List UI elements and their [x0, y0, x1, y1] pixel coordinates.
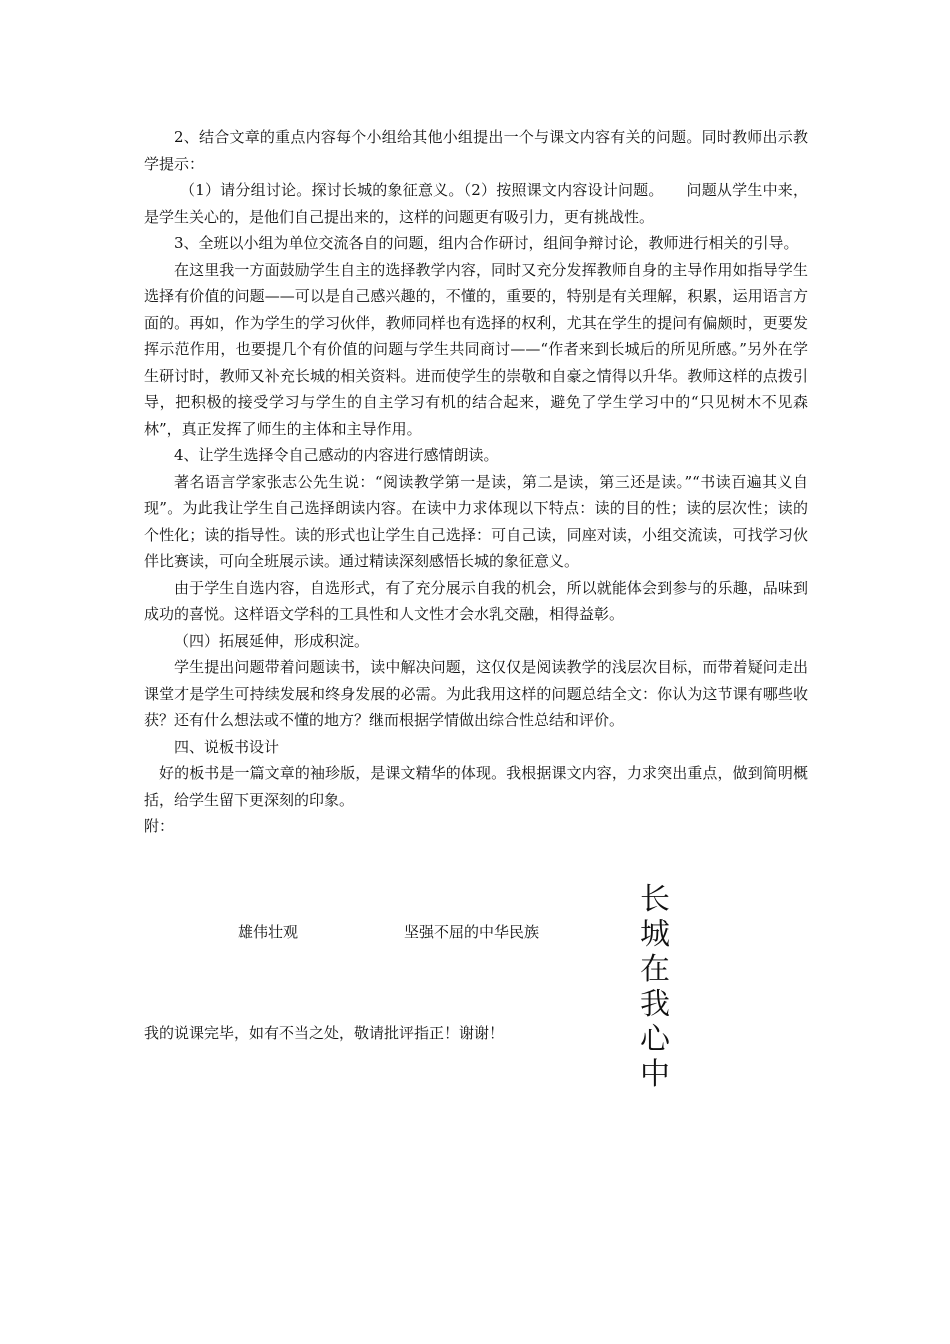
closing-remark: 我的说课完毕，如有不当之处，敬请批评指正！谢谢！: [144, 1024, 505, 1042]
body-text: [144, 124, 808, 840]
paragraph-self-selection: 由于学生自选内容，自选形式，有了充分展示自我的机会，所以就能体会到参与的乐趣，品味到成功的喜悦。这样语文学科的工具性和人文性才会水乳交融，相得益彰。: [144, 578, 808, 623]
paragraph-step-4: 4、让学生选择令自己感动的内容进行感情朗读。: [174, 446, 499, 464]
board-phrase-left: 雄伟壮观: [238, 923, 299, 941]
section-heading-extension: （四）拓展延伸，形成积淀。: [174, 631, 370, 650]
section-heading-board-design: 四、说板书设计: [174, 737, 280, 756]
paragraph-step-2: 2、结合文章的重点内容每个小组给其他小组提出一个与课文内容有关的问题。同时教师出示教学提示：: [144, 128, 808, 173]
paragraph-reading-quote: 著名语言学家张志公先生说：“阅读教学第一是读，第二是读，第三还是读。”“书读百遍其义自现”。为此我让学生自己选择朗读内容。在读中力求体现以下特点：读的目的性；读的层次性；读的个性化；读的指导性。读的形式也让学生自己选择：可自己读，同座对读，小组交流读，可找学习伙伴比赛读，可向全班展示读。通过精读深刻感悟长城的象征意义。: [144, 472, 808, 570]
paragraph-teacher-guidance: 在这里我一方面鼓励学生自主的选择教学内容，同时又充分发挥教师自身的主导作用如指导学生选择有价值的问题——可以是自己感兴趣的，不懂的，重要的，特别是有关理解，积累，运用语言方面的。再如，作为学生的学习伙伴，教师同样也有选择的权利，尤其在学生的提问有偏颇时，更要发挥示范作用，也要提几个有价值的问题与学生共同商讨——“作者来到长城后的所见所感。”另外在学生研讨时，教师又补充长城的相关资料。进而使学生的崇敬和自豪之情得以升华。教师这样的点拨引导，把积极的接受学习与学生的自主学习有机的结合起来，避免了学生学习中的“只见树木不见森林”，真正发挥了师生的主体和主导作用。: [144, 260, 808, 438]
board-phrase-middle: 坚强不屈的中华民族: [404, 923, 540, 941]
paragraph-step-3: 3、全班以小组为单位交流各自的问题，组内合作研讨，组间争辩讨论，教师进行相关的引导。: [174, 234, 799, 252]
paragraph-board-design: 好的板书是一篇文章的袖珍版，是课文精华的体现。我根据课文内容，力求突出重点，做到简明概括，给学生留下更深刻的印象。: [144, 764, 808, 809]
paragraph-teaching-hints: （1）请分组讨论。探讨长城的象征意义。（2）按照课文内容设计问题。 问题从学生中来，是学生关心的，是他们自己提出来的，这样的问题更有吸引力，更有挑战性。: [144, 181, 808, 226]
paragraph-extension: 学生提出问题带着问题读书，读中解决问题，这仅仅是阅读教学的浅层次目标，而带着疑问走出课堂才是学生可持续发展和终身发展的必需。为此我用这样的问题总结全文：你认为这节课有哪些收获？还有什么想法或不懂的地方？继而根据学情做出综合性总结和评价。: [144, 658, 808, 729]
board-vertical-title: 长城在我心中: [640, 882, 670, 1092]
appendix-label: 附：: [144, 817, 175, 835]
